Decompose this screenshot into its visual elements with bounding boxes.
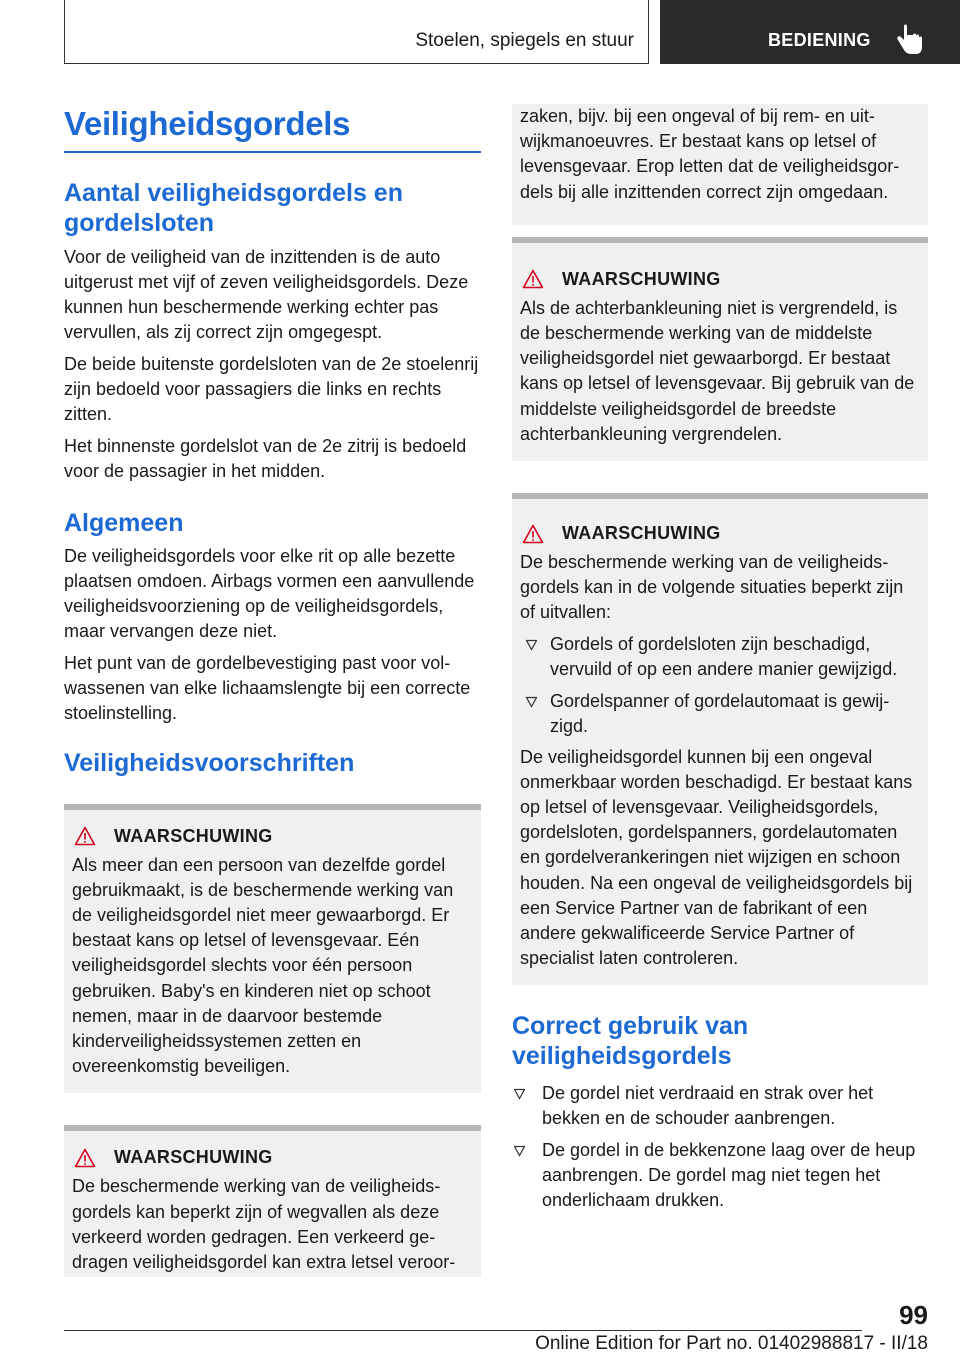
title-rule <box>64 151 481 153</box>
right-column <box>512 104 928 1213</box>
warning-header <box>522 269 920 290</box>
warning-text: De beschermende werking van de veiligheidsgordels kan beperkt zijn of wegvallen als deze verkeerd worden gedragen. Een verkeerd gedragen veiligheidsgordel kan extra letsel veroor- <box>72 1176 456 1272</box>
warning-triangle-icon <box>74 1148 96 1168</box>
bullet-triangle-icon <box>520 632 550 682</box>
warning-triangle-icon <box>522 524 544 544</box>
paragraph: Voor de veiligheid van de inzittenden is de auto uitgerust met vijf of zeven veiligheidsgordels. Deze kunnen hun beschermende werking echter pas vervullen, als zij correct zijn omgegespt. <box>64 246 469 342</box>
warning-label: WAARSCHUWING <box>562 523 721 544</box>
section-heading-voorschriften: Veiligheidsvoorschriften <box>64 748 355 777</box>
warning-label: WAARSCHUWING <box>114 825 273 846</box>
page-title: Veiligheidsgordels <box>64 105 351 142</box>
footer-rule <box>64 1330 862 1331</box>
warning-box <box>512 493 928 985</box>
header-chapter-label: BEDIENING <box>768 30 871 50</box>
section-heading-correct-gebruik: Correct gebruik van veiligheidsgordels <box>512 1012 749 1071</box>
bullet-triangle-icon <box>512 1138 542 1213</box>
paragraph: Het punt van de gordelbevestiging past voor volwassenen van elke lichaamslengte bij een correcte stoelinstelling. <box>64 652 471 723</box>
list-item-text: Gordelspanner of gordelautomaat is gewijzigd. <box>550 690 890 736</box>
left-column <box>64 104 481 1277</box>
warning-box <box>64 804 481 1094</box>
warning-header <box>74 1147 473 1168</box>
warning-header <box>522 523 920 544</box>
warning-triangle-icon <box>74 826 96 846</box>
paragraph: De veiligheidsgordels voor elke rit op alle bezette plaatsen omdoen. Airbags vormen een aanvullende veiligheidsvoorziening op de veiligheidsgordels, maar vervangen deze niet. <box>64 545 475 641</box>
list-item <box>512 1081 928 1131</box>
list-item-text: Gordels of gordelsloten zijn beschadigd, vervuild of op een andere manier gewijzigd. <box>550 633 898 679</box>
bullet-triangle-icon <box>520 689 550 739</box>
warning-text: Als meer dan een persoon van dezelfde gordel gebruikmaakt, is de beschermende werking van de veiligheidsgordel niet meer gewaarborgd. Er bestaat kans op letsel of levensgevaar. Eén veiligheidsgordel slechts voor één persoon gebruiken. Baby's en kinderen niet op schoot nemen, maar in de daarvoor bestemde kinderveiligheidssystemen zetten en overeenkomstig beveiligen. <box>72 854 454 1077</box>
list-item <box>520 689 920 739</box>
warning-label: WAARSCHUWING <box>562 268 721 289</box>
list-item-text: De gordel in de bekkenzone laag over de heup aanbrengen. De gordel mag niet tegen het onderlichaam drukken. <box>542 1140 916 1211</box>
warning-triangle-icon <box>522 269 544 289</box>
warning-text: De beschermende werking van de veiligheidsgordels kan in de volgende situaties beperkt zijn of uitvallen: <box>520 552 904 623</box>
warning-label: WAARSCHUWING <box>114 1147 273 1168</box>
paragraph: Het binnenste gordelslot van de 2e zitrij is bedoeld voor de passagier in het midden. <box>64 435 467 481</box>
warning-text: zaken, bijv. bij een ongeval of bij rem- en uitwijkmanoeuvres. Er bestaat kans op letsel of levensgevaar. Erop letten dat de veiligheidsgordels bij alle inzittenden correct zijn omgedaan. <box>520 106 900 202</box>
warning-box-continued <box>512 104 928 225</box>
warning-box <box>512 237 928 461</box>
warning-text: Als de achterbankleuning niet is vergrendeld, is de beschermende werking van de middelste veiligheidsgordel niet gewaarborgd. Er bestaat kans op letsel of levensgevaar. Bij gebruik van de middelste veiligheidsgordel de breedste achterbankleuning vergrendelen. <box>520 297 915 444</box>
list-item <box>520 632 920 682</box>
list-item-text: De gordel niet verdraaid en strak over het bekken en de schouder aanbrengen. <box>542 1083 874 1129</box>
bullet-triangle-icon <box>512 1081 542 1131</box>
section-heading-algemeen: Algemeen <box>64 508 184 537</box>
warning-text: De veiligheidsgordel kunnen bij een ongeval onmerkbaar worden beschadigd. Er bestaat kans op letsel of levensgevaar. Veiligheidsgordels, gordelsloten, gordelspanners, gordelautomaten en gordelverankeringen niet wijzigen en schoon houden. Na een ongeval de veiligheidsgordels bij een Service Partner van de fabrikant of een andere gekwalificeerde Service Partner of specialist laten controleren. <box>520 746 913 969</box>
header-section-box <box>64 0 649 64</box>
page-number: 99 <box>899 1300 928 1330</box>
list-item <box>512 1138 928 1213</box>
section-heading-aantal: Aantal veiligheidsgordels en gordelsloten <box>64 178 403 237</box>
header-section-title: Stoelen, spiegels en stuur <box>415 30 634 51</box>
footer-edition: Online Edition for Part no. 01402988817 - II/18 <box>535 1333 928 1354</box>
warning-header <box>74 826 473 847</box>
hand-pointer-icon <box>894 24 924 56</box>
warning-box <box>64 1125 481 1277</box>
paragraph: De beide buitenste gordelsloten van de 2e stoelenrij zijn bedoeld voor passagiers die links en rechts zitten. <box>64 353 479 424</box>
